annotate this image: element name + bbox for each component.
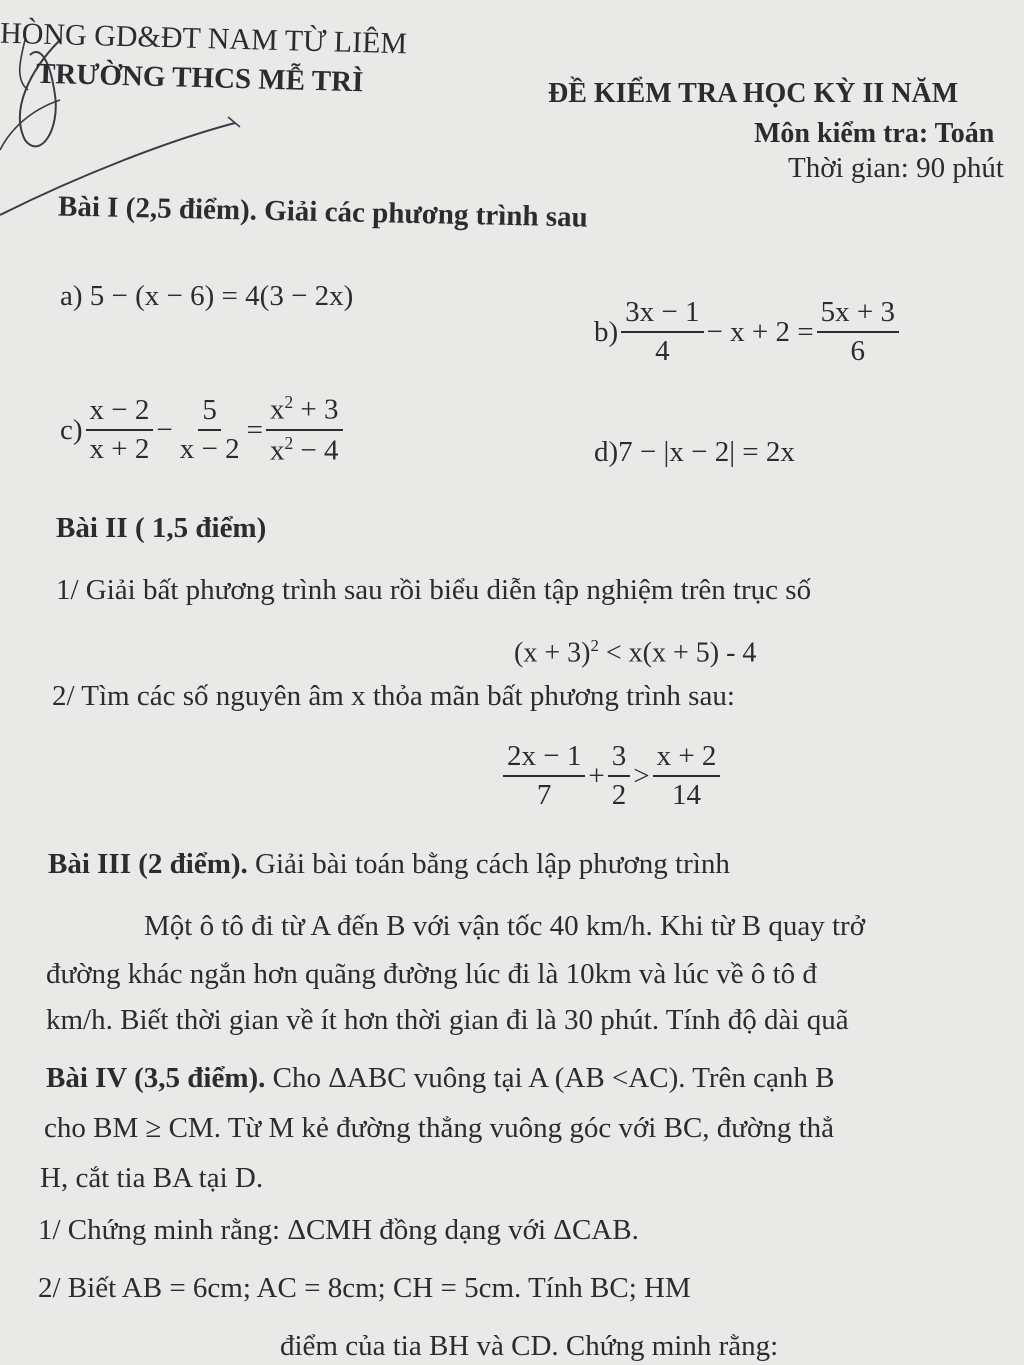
bai1-c-f3-den-exp: 2 bbox=[284, 433, 294, 453]
bai4-heading bbox=[46, 1062, 835, 1095]
bai2-ineq2-operator-1: + bbox=[588, 759, 605, 792]
bai3-heading-text: Giải bài toán bằng cách lập phương trình bbox=[247, 848, 730, 880]
bai4-question-2: 2/ Biết AB = 6cm; AC = 8cm; CH = 5cm. Tính BC; HM bbox=[38, 1272, 691, 1304]
bai1-b-label: b) bbox=[594, 315, 619, 348]
bai1-b-f2-denominator: 6 bbox=[850, 335, 866, 368]
bai2-ineq2-f1-numerator: 2x − 1 bbox=[503, 740, 585, 777]
bai1-c-f3-num-rest: + 3 bbox=[293, 393, 339, 426]
bai4-heading-text: Cho ΔABC vuông tại A (AB <AC). Trên cạnh B bbox=[265, 1062, 835, 1094]
bai1-d-label: d) bbox=[594, 436, 619, 468]
bai1-c-operator-1: − bbox=[156, 413, 173, 446]
bai1-a-equation: 5 − (x − 6) = 4(3 − 2x) bbox=[89, 280, 354, 312]
bai1-c-operator-2: = bbox=[246, 413, 263, 446]
bai1-c-label: c) bbox=[60, 413, 83, 446]
bai3-line-2: đường khác ngắn hơn quãng đường lúc đi là 10km và lúc về ô tô đ bbox=[46, 958, 817, 990]
bai3-line-1: Một ô tô đi từ A đến B với vận tốc 40 km/h. Khi từ B quay trở bbox=[144, 910, 866, 942]
bai1-b-f2-numerator: 5x + 3 bbox=[817, 296, 899, 333]
bai1-c-f3-denominator bbox=[266, 431, 343, 468]
bai2-ineq2-fraction-1 bbox=[503, 740, 585, 813]
bai2-ineq2-fraction-3 bbox=[653, 740, 721, 813]
bai2-ineq2-operator-2: > bbox=[633, 759, 650, 792]
bai2-ineq2-f3-numerator: x + 2 bbox=[653, 740, 721, 777]
bai1-b-fraction-2 bbox=[817, 296, 899, 369]
bai1-c bbox=[60, 392, 346, 468]
bai1-b-middle: − x + 2 = bbox=[706, 315, 814, 348]
bai1-heading: Bài I (2,5 điểm). Giải các phương trình sau bbox=[57, 190, 589, 234]
bai1-c-f1-numerator: x − 2 bbox=[86, 394, 154, 431]
bai2-ineq2-f1-denominator: 7 bbox=[536, 779, 552, 812]
bai2-inequality-1 bbox=[514, 636, 756, 669]
bai1-a-label: a) bbox=[60, 280, 83, 312]
bai1-c-f3-num-exp: 2 bbox=[284, 392, 294, 412]
bai1-c-f1-denominator: x + 2 bbox=[89, 433, 150, 465]
bai3-line-3: km/h. Biết thời gian về ít hơn thời gian đi là 30 phút. Tính độ dài quã bbox=[46, 1004, 849, 1036]
bai4-question-3: điểm của tia BH và CD. Chứng minh rằng: bbox=[280, 1330, 779, 1362]
department-name: HÒNG GD&ĐT NAM TỪ LIÊM bbox=[0, 16, 408, 61]
bai2-ineq2-f2-denominator: 2 bbox=[611, 779, 627, 812]
bai2-ineq2-fraction-2 bbox=[608, 740, 631, 813]
bai1-b-f1-numerator: 3x − 1 bbox=[621, 296, 703, 333]
bai2-ineq1-rest: < x(x + 5) - 4 bbox=[598, 637, 757, 669]
bai2-ineq1-exponent: 2 bbox=[590, 636, 599, 655]
bai3-heading-title: Bài III (2 điểm). bbox=[48, 848, 248, 880]
bai1-b-f1-denominator: 4 bbox=[655, 335, 670, 368]
bai2-ineq2-f2-numerator: 3 bbox=[608, 740, 631, 777]
bai4-line-3: H, cắt tia BA tại D. bbox=[40, 1162, 264, 1194]
bai1-c-f3-den-var: x bbox=[269, 434, 285, 467]
bai1-d bbox=[594, 436, 795, 469]
exam-title: ĐỀ KIỂM TRA HỌC KỲ II NĂM bbox=[548, 78, 959, 109]
exam-time: Thời gian: 90 phút bbox=[788, 152, 1004, 184]
bai1-c-fraction-2 bbox=[176, 394, 244, 467]
bai3-heading bbox=[48, 848, 730, 881]
bai1-c-fraction-3 bbox=[266, 392, 343, 468]
bai1-c-f3-numerator bbox=[266, 392, 343, 431]
bai4-question-1: 1/ Chứng minh rằng: ΔCMH đồng dạng với ΔCAB. bbox=[38, 1214, 639, 1246]
bai1-c-f2-denominator: x − 2 bbox=[179, 433, 240, 465]
bai1-c-f2-numerator: 5 bbox=[198, 394, 221, 431]
bai2-ineq1-base: (x + 3) bbox=[514, 637, 591, 669]
bai1-c-fraction-1 bbox=[86, 394, 154, 467]
bai1-a bbox=[60, 280, 353, 313]
exam-subject: Môn kiểm tra: Toán bbox=[754, 118, 995, 149]
bai1-c-f3-num-var: x bbox=[269, 393, 285, 426]
bai2-heading: Bài II ( 1,5 điểm) bbox=[56, 512, 267, 544]
bai4-line-2: cho BM ≥ CM. Từ M kẻ đường thẳng vuông góc với BC, đường thẳ bbox=[44, 1112, 835, 1144]
bai2-inequality-2 bbox=[500, 740, 723, 813]
school-name: TRƯỜNG THCS MỄ TRÌ bbox=[35, 57, 364, 99]
bai2-part1: 1/ Giải bất phương trình sau rồi biểu diễn tập nghiệm trên trục số bbox=[56, 574, 812, 606]
bai2-ineq2-f3-denominator: 14 bbox=[672, 779, 701, 812]
bai1-d-equation: 7 − |x − 2| = 2x bbox=[618, 436, 795, 468]
bai1-b-fraction-1 bbox=[621, 296, 703, 369]
bai4-heading-title: Bài IV (3,5 điểm). bbox=[46, 1062, 266, 1094]
bai1-b bbox=[594, 296, 902, 369]
bai1-c-f3-den-rest: − 4 bbox=[293, 434, 339, 467]
bai2-part2: 2/ Tìm các số nguyên âm x thỏa mãn bất phương trình sau: bbox=[52, 680, 735, 712]
